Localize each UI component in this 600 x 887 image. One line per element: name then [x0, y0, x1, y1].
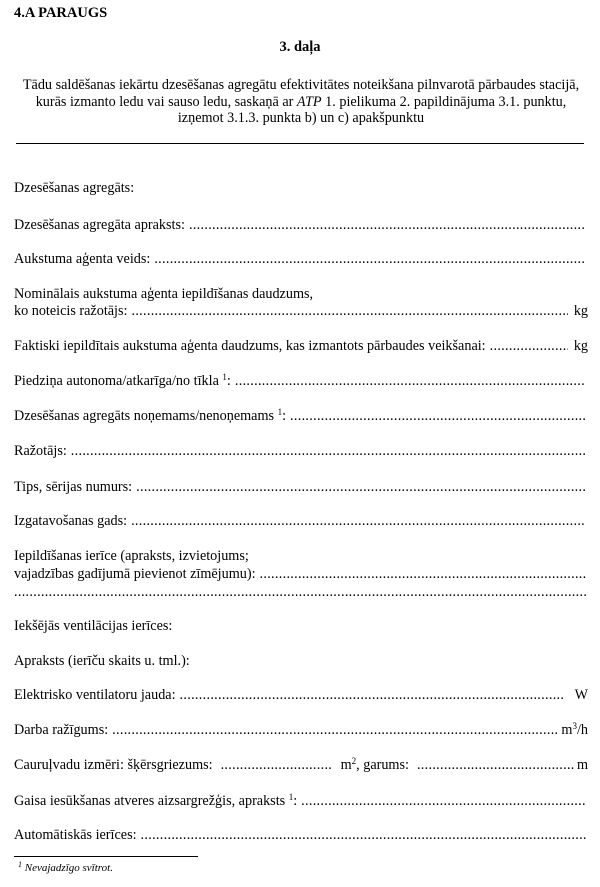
actual-charge-unit: kg	[573, 338, 588, 354]
fan-power-row	[14, 687, 588, 704]
intake-grille-row	[14, 793, 588, 810]
footnote	[18, 862, 113, 874]
intro-text-start: Tādu saldēšanas iekārtu dzesēšanas agregātu efektivitātes noteikšana pilnvarotā pārbaudes stacijā, kurās izmanto ledu vai sauso ledu, saskaņā ar	[22, 77, 580, 110]
nominal-charge-row-1	[14, 286, 588, 303]
nominal-charge-unit: kg	[573, 303, 588, 319]
removable-label-text: Dzesēšanas agregāts noņemams/nenoņemams	[14, 408, 275, 424]
automatic-devices-label: Automātiskās ierīces:	[14, 827, 137, 843]
nominal-charge-label-1: Nominālais aukstuma aģenta iepildīšanas daudzums,	[14, 286, 314, 302]
manufacturer-label: Ražotājs:	[14, 443, 67, 459]
filling-device-field-continued[interactable]	[14, 584, 586, 601]
drive-footnote-marker: 1	[222, 372, 227, 382]
filling-device-field[interactable]	[260, 566, 586, 583]
throughput-unit-base: m	[561, 722, 573, 738]
unit-description-row	[14, 217, 588, 234]
type-serial-row	[14, 479, 588, 496]
duct-length-label: , garums:	[356, 757, 409, 773]
ventilation-description-row	[14, 653, 588, 670]
nominal-charge-field[interactable]	[131, 303, 567, 320]
fan-power-label: Elektrisko ventilatoru jauda:	[14, 687, 176, 703]
year-field[interactable]	[131, 513, 586, 530]
filling-device-row-1	[14, 548, 588, 565]
fan-power-unit: W	[574, 687, 588, 703]
drive-label: Piedziņa autonoma/atkarīga/no tīkla $^1$:	[14, 372, 231, 389]
refrigerant-type-label: Aukstuma aģenta veids:	[14, 251, 151, 267]
duct-section-unit-base: m	[340, 757, 352, 773]
filling-device-row-2	[14, 566, 588, 583]
automatic-devices-row	[14, 827, 588, 844]
intro-atp: ATP	[296, 93, 322, 110]
intro-text-end: 1. pielikuma 2. papildinājuma 3.1. punktu, izņemot 3.1.3. punkta b) un c) apakšpunktu	[177, 93, 567, 126]
removable-label: Dzesēšanas agregāts noņemams/nenoņemams $^1$:	[14, 407, 287, 424]
type-serial-label: Tips, sērijas numurs:	[14, 479, 133, 495]
intake-grille-footnote-marker: 1	[288, 792, 294, 802]
ventilation-row	[14, 618, 588, 635]
duct-size-row	[14, 757, 588, 774]
intake-grille-field[interactable]	[301, 793, 586, 810]
footnote-text: Nevajadzīgo svītrot.	[24, 862, 113, 874]
throughput-unit-exponent: 3	[572, 721, 577, 731]
unit-section-label-row	[14, 180, 588, 197]
drive-row	[14, 373, 588, 390]
actual-charge-field[interactable]	[490, 338, 568, 355]
throughput-field[interactable]	[112, 722, 559, 739]
nominal-charge-label-2: ko noteicis ražotājs:	[14, 303, 128, 319]
duct-section-field[interactable]	[221, 757, 333, 774]
throughput-label: Darba ražīgums:	[14, 722, 109, 738]
automatic-devices-field[interactable]	[141, 827, 586, 844]
throughput-row	[14, 722, 588, 739]
fan-power-field[interactable]	[180, 687, 565, 704]
refrigerant-type-row	[14, 251, 588, 268]
refrigerant-type-field[interactable]	[154, 251, 586, 268]
filling-device-label-2: vajadzības gadījumā pievienot zīmējumu):	[14, 566, 256, 582]
actual-charge-label: Faktiski iepildītais aukstuma aģenta daudzums, kas izmantots pārbaudes veikšanai:	[14, 338, 486, 354]
throughput-unit-suffix: /h	[576, 722, 588, 738]
duct-section-label: Cauruļvadu izmēri: šķērsgriezums:	[14, 757, 213, 773]
drive-label-text: Piedziņa autonoma/atkarīga/no tīkla	[14, 373, 219, 389]
removable-row	[14, 408, 588, 425]
manufacturer-field[interactable]	[71, 443, 586, 460]
actual-charge-row	[14, 338, 588, 355]
filling-device-row-3	[14, 584, 588, 601]
form-title: 4.A PARAUGS	[14, 5, 108, 21]
duct-section-unit-exponent: 2	[351, 756, 357, 766]
intake-grille-label: Gaisa iesūkšanas atveres aizsargrežģis, apraksts $^1$:	[14, 792, 298, 809]
unit-section-label: Dzesēšanas agregāts:	[14, 180, 135, 196]
header-divider	[16, 143, 584, 144]
part-heading: 3. daļa	[279, 39, 321, 55]
removable-field[interactable]	[290, 408, 586, 425]
duct-length-field[interactable]	[417, 757, 575, 774]
unit-description-field[interactable]	[189, 217, 586, 234]
manufacturer-row	[14, 443, 588, 460]
duct-section-unit	[341, 757, 409, 774]
throughput-unit	[561, 722, 588, 739]
footnote-marker: 1	[18, 860, 22, 869]
removable-footnote-marker: 1	[277, 407, 283, 417]
nominal-charge-row-2	[14, 303, 588, 320]
ventilation-label: Iekšējās ventilācijas ierīces:	[14, 618, 173, 634]
footnote-divider	[14, 856, 198, 857]
year-label: Izgatavošanas gads:	[14, 513, 128, 529]
filling-device-label-1: Iepildīšanas ierīce (apraksts, izvietojums;	[14, 548, 249, 564]
year-row	[14, 513, 588, 530]
intro-paragraph	[18, 77, 584, 127]
unit-description-label: Dzesēšanas agregāta apraksts:	[14, 217, 185, 233]
intake-grille-label-text: Gaisa iesūkšanas atveres aizsargrežģis, apraksts	[14, 793, 286, 809]
drive-field[interactable]	[235, 373, 586, 390]
type-serial-field[interactable]	[136, 479, 586, 496]
ventilation-description-label: Apraksts (ierīču skaits u. tml.):	[14, 653, 190, 669]
duct-length-unit: m	[576, 757, 588, 773]
